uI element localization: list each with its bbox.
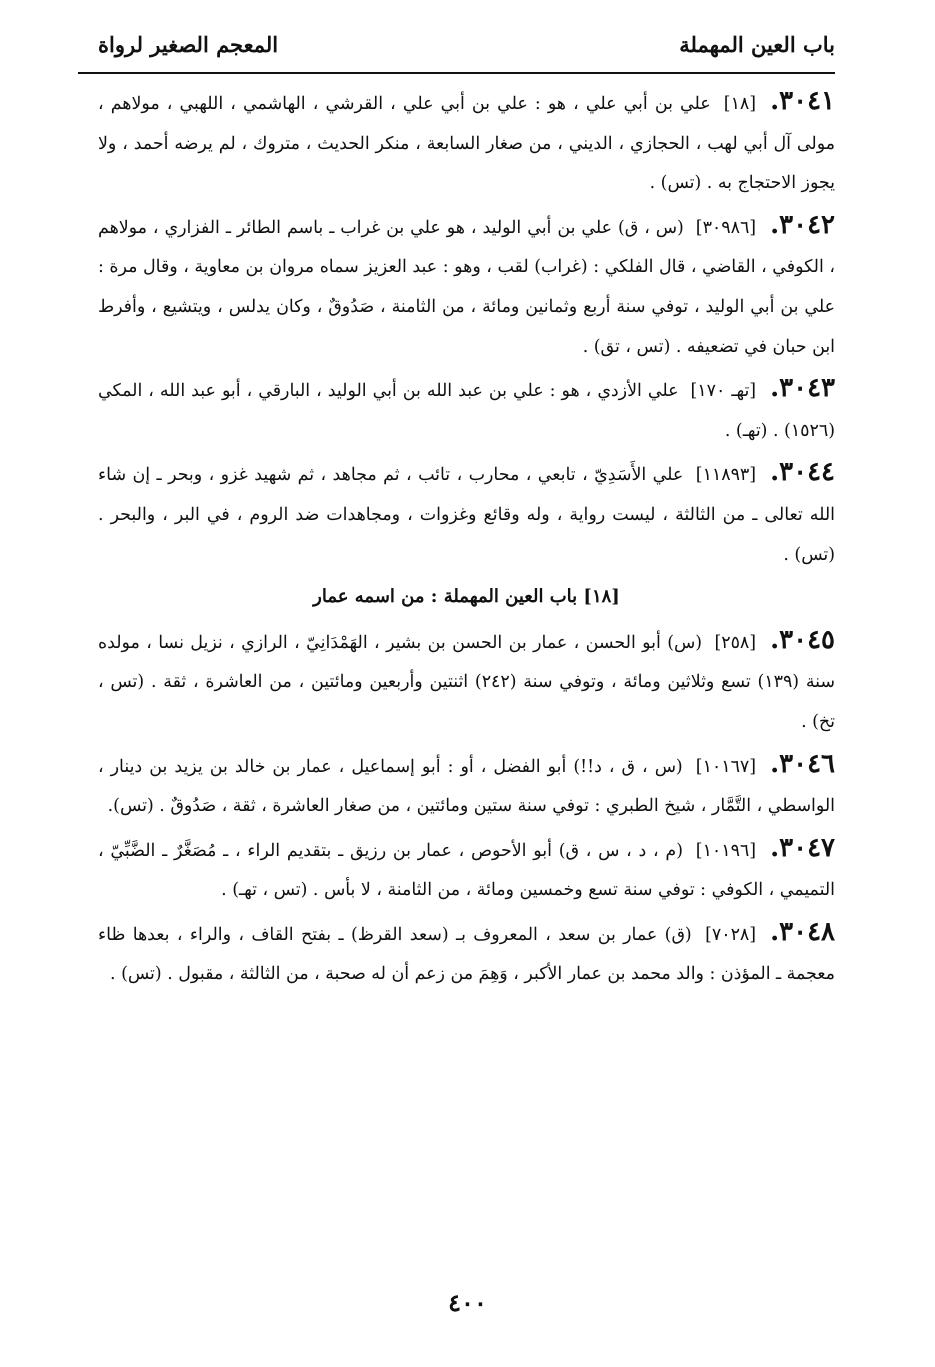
- running-header: [78, 30, 835, 74]
- entry-reference: [١٠١٦٧]: [695, 756, 757, 777]
- entry-reference: [١١٨٩٣]: [695, 465, 757, 486]
- entry-number: ٣٠٤٤.: [770, 457, 835, 488]
- entry-text: (س ، ق ، د!!) أبو الفضل ، أو : أبو إسماعيل ، عمار بن خالد بن يزيد بن دينار ، الواسطي ، التَّمَّار ، شيخ الطبري : توفي سنة ستين ومائتين ، من صغار العاشرة ، ثقة ، صَدُوقٌ . (تس).: [98, 756, 835, 817]
- entry-number: ٣٠٤٧.: [770, 832, 835, 863]
- entry-number: ٣٠٤٥.: [770, 624, 835, 655]
- entry-3042: [98, 206, 835, 367]
- entry-text: (س) أبو الحسن ، عمار بن الحسن بن بشير ، الهَمْدَانِيّ ، الرازي ، نزيل نسا ، مولده سنة (١٣٩) تسع وثلاثين ومائة ، وتوفي سنة (٢٤٢) اثنتين وأربعين ومائتين ، من العاشرة ، ثقة . (تس ، تخ) .: [98, 632, 836, 732]
- entry-reference: [١٠١٩٦]: [695, 840, 757, 861]
- entry-3041: [98, 82, 835, 204]
- entry-reference: [تهـ ١٧٠]: [690, 381, 757, 402]
- page-number: ٤٠٠: [448, 1288, 487, 1317]
- page-body: [98, 82, 835, 997]
- entry-3043: [98, 369, 835, 451]
- entry-text: (س ، ق) علي بن أبي الوليد ، هو علي بن غراب ـ باسم الطائر ـ الفزاري ، مولاهم ، الكوفي ، القاضي ، قال الفلكي : (غراب) لقب ، وهو : عبد العزيز سماه مروان بن معاوية ، وقال مرة : علي بن أبي الوليد ، توفي سنة أربع وثمانين ومائة ، من الثامنة ، صَدُوقٌ ، وكان يدلس ، ويتشيع ، وأفرط ابن حبان في تضعيفه . (تس ، تق) .: [98, 217, 835, 357]
- entry-3045: [98, 621, 835, 743]
- entry-number: ٣٠٤١.: [770, 86, 835, 116]
- header-chapter-title: باب العين المهملة: [679, 32, 835, 57]
- entry-3044: [98, 453, 835, 575]
- entry-number: ٣٠٤٨.: [770, 916, 835, 947]
- entry-text: علي الأَسَدِيّ ، تابعي ، محارب ، تائب ، ثم مجاهد ، ثم شهيد غزو ، وبحر ـ إن شاء الله تعالى ـ من الثالثة ، ليست رواية ، وله وقائع وغزوات ، ومجاهدات ضد الروم ، في البر ، والبحر . (تس) .: [98, 465, 835, 565]
- entry-text: علي الأزدي ، هو : علي بن عبد الله بن أبي الوليد ، البارقي ، أبو عبد الله ، المكي (١٥٢٦) . (تهـ) .: [98, 381, 835, 441]
- entry-3047: [98, 829, 835, 911]
- entry-number: ٣٠٤٣.: [770, 373, 836, 404]
- entry-reference: [٢٥٨]: [714, 632, 757, 653]
- entry-3046: [98, 745, 835, 827]
- entry-reference: [١٨]: [723, 94, 757, 114]
- entry-3048: [98, 913, 835, 995]
- entry-reference: [٣٠٩٨٦]: [695, 217, 757, 238]
- section-title: [١٨] باب العين المهملة : من اسمه عمار: [313, 586, 620, 608]
- header-book-title: المعجم الصغير لرواة: [98, 32, 279, 57]
- entry-text: علي بن أبي علي ، هو : علي بن أبي علي ، القرشي ، الهاشمي ، اللهبي ، مولاهم ، مولى آل أبي لهب ، الحجازي ، الديني ، من صغار السابعة ، منكر الحديث ، متروك ، لم يرضه أحمد ، ولا يجوز الاحتجاج به . (تس) .: [98, 94, 835, 194]
- entry-reference: [٧٠٢٨]: [705, 924, 757, 945]
- entry-text: (م ، د ، س ، ق) أبو الأحوص ، عمار بن رزيق ـ بتقديم الراء ، ـ مُصَغَّرٌ ـ الضَّبِّيّ ، التميمي ، الكوفي : توفي سنة تسع وخمسين ومائة ، من الثامنة ، لا بأس . (تس ، تهـ) .: [98, 840, 835, 901]
- entry-text: (ق) عمار بن سعد ، المعروف بـ (سعد القرظ) ـ بفتح القاف ، والراء ، بعدها ظاء معجمة ـ المؤذن : والد محمد بن عمار الأكبر ، وَهِمَ من زعم أن له صحبة ، من الثالثة ، مقبول . (تس) .: [98, 924, 835, 985]
- entry-number: ٣٠٤٦.: [770, 748, 835, 779]
- entry-number: ٣٠٤٢.: [770, 209, 836, 240]
